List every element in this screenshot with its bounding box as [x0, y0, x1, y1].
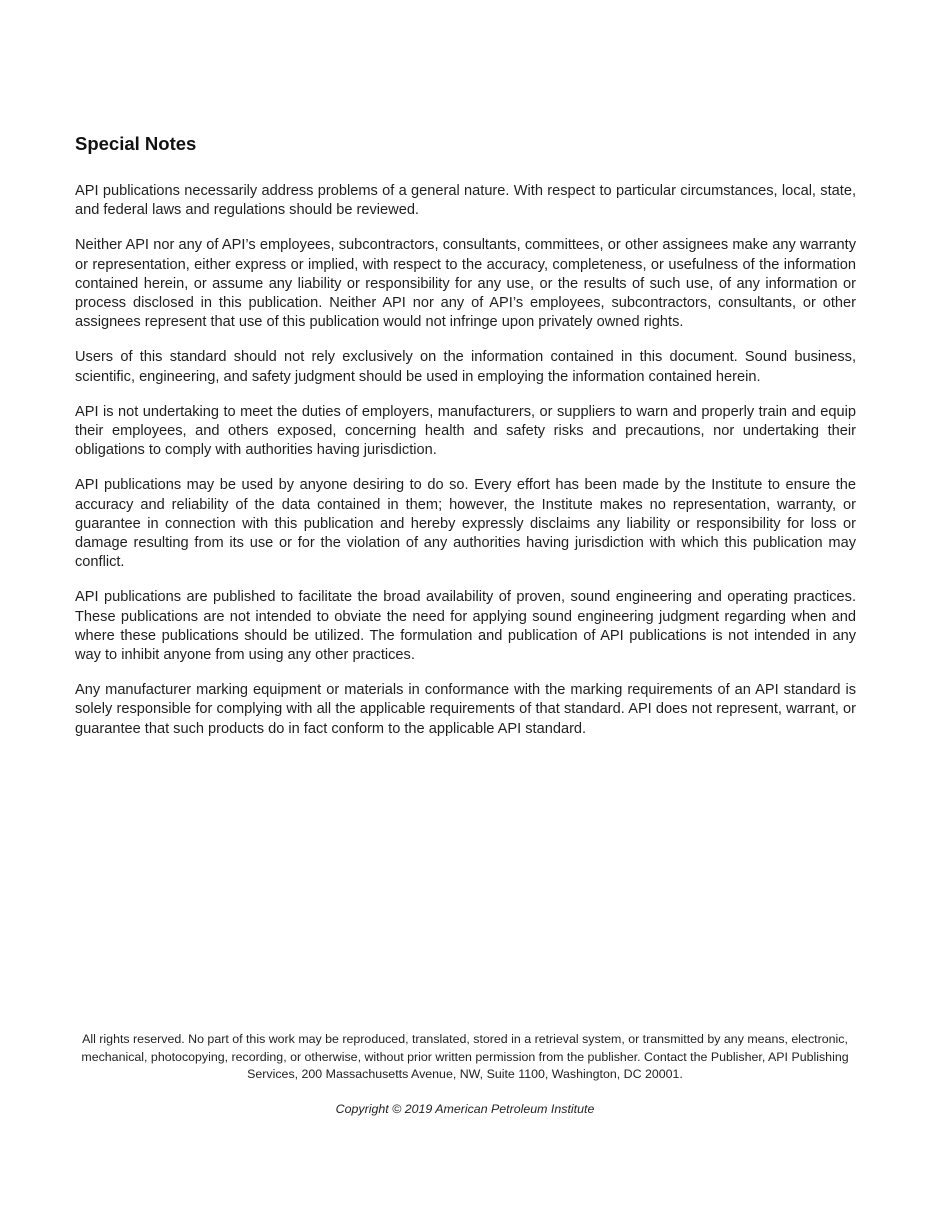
copyright-line: Copyright © 2019 American Petroleum Institute — [335, 1101, 595, 1116]
page-title: Special Notes — [75, 133, 197, 154]
page-footer — [70, 1031, 860, 1116]
note-paragraph: API publications are published to facilitate the broad availability of proven, sound engineering and operating practices. These publications are not intended to obviate the need for applying sound engineering judgment regarding when and where these publications should be utilized. The formulation and publication of API publications is not intended in any way to inhibit anyone from using any other practices. — [75, 589, 856, 664]
note-paragraph: API is not undertaking to meet the duties of employers, manufacturers, or suppliers to warn and properly train and equip their employees, and others exposed, concerning health and safety risks and precautions, nor undertaking their obligations to comply with authorities having jurisdiction. — [75, 403, 856, 459]
rights-notice: All rights reserved. No part of this work may be reproduced, translated, stored in a retrieval system, or transmitted by any means, electronic, mechanical, photocopying, recording, or otherwise, without prior written permission from the publisher. Contact the Publisher, API Publishing Services, 200 Massachusetts Avenue, NW, Suite 1100, Washington, DC 20001. — [81, 1032, 849, 1081]
note-paragraph: Users of this standard should not rely exclusively on the information contained in this document. Sound business, scientific, engineering, and safety judgment should be used in employing the information contained herein. — [75, 349, 856, 385]
special-notes-body — [75, 182, 856, 755]
note-paragraph: Any manufacturer marking equipment or materials in conformance with the marking requirements of an API standard is solely responsible for complying with all the applicable requirements of that standard. API does not represent, warrant, or guarantee that such products do in fact conform to the applicable API standard. — [75, 682, 856, 737]
note-paragraph: API publications may be used by anyone desiring to do so. Every effort has been made by the Institute to ensure the accuracy and reliability of the data contained in them; however, the Institute makes no representation, warranty, or guarantee in connection with this publication and hereby expressly disclaims any liability or responsibility for loss or damage resulting from its use or for the violation of any authorities having jurisdiction with which this publication may conflict. — [75, 477, 856, 571]
note-paragraph: Neither API nor any of API’s employees, subcontractors, consultants, committees, or other assignees make any warranty or representation, either express or implied, with respect to the accuracy, completeness, or usefulness of the information contained herein, or assume any liability or responsibility for any use, or the results of such use, of any information or process disclosed in this publication. Neither API nor any of API’s employees, subcontractors, consultants, or other assignees represent that use of this publication would not infringe upon privately owned rights. — [75, 237, 856, 331]
note-paragraph: API publications necessarily address problems of a general nature. With respect to particular circumstances, local, state, and federal laws and regulations should be reviewed. — [75, 183, 856, 219]
